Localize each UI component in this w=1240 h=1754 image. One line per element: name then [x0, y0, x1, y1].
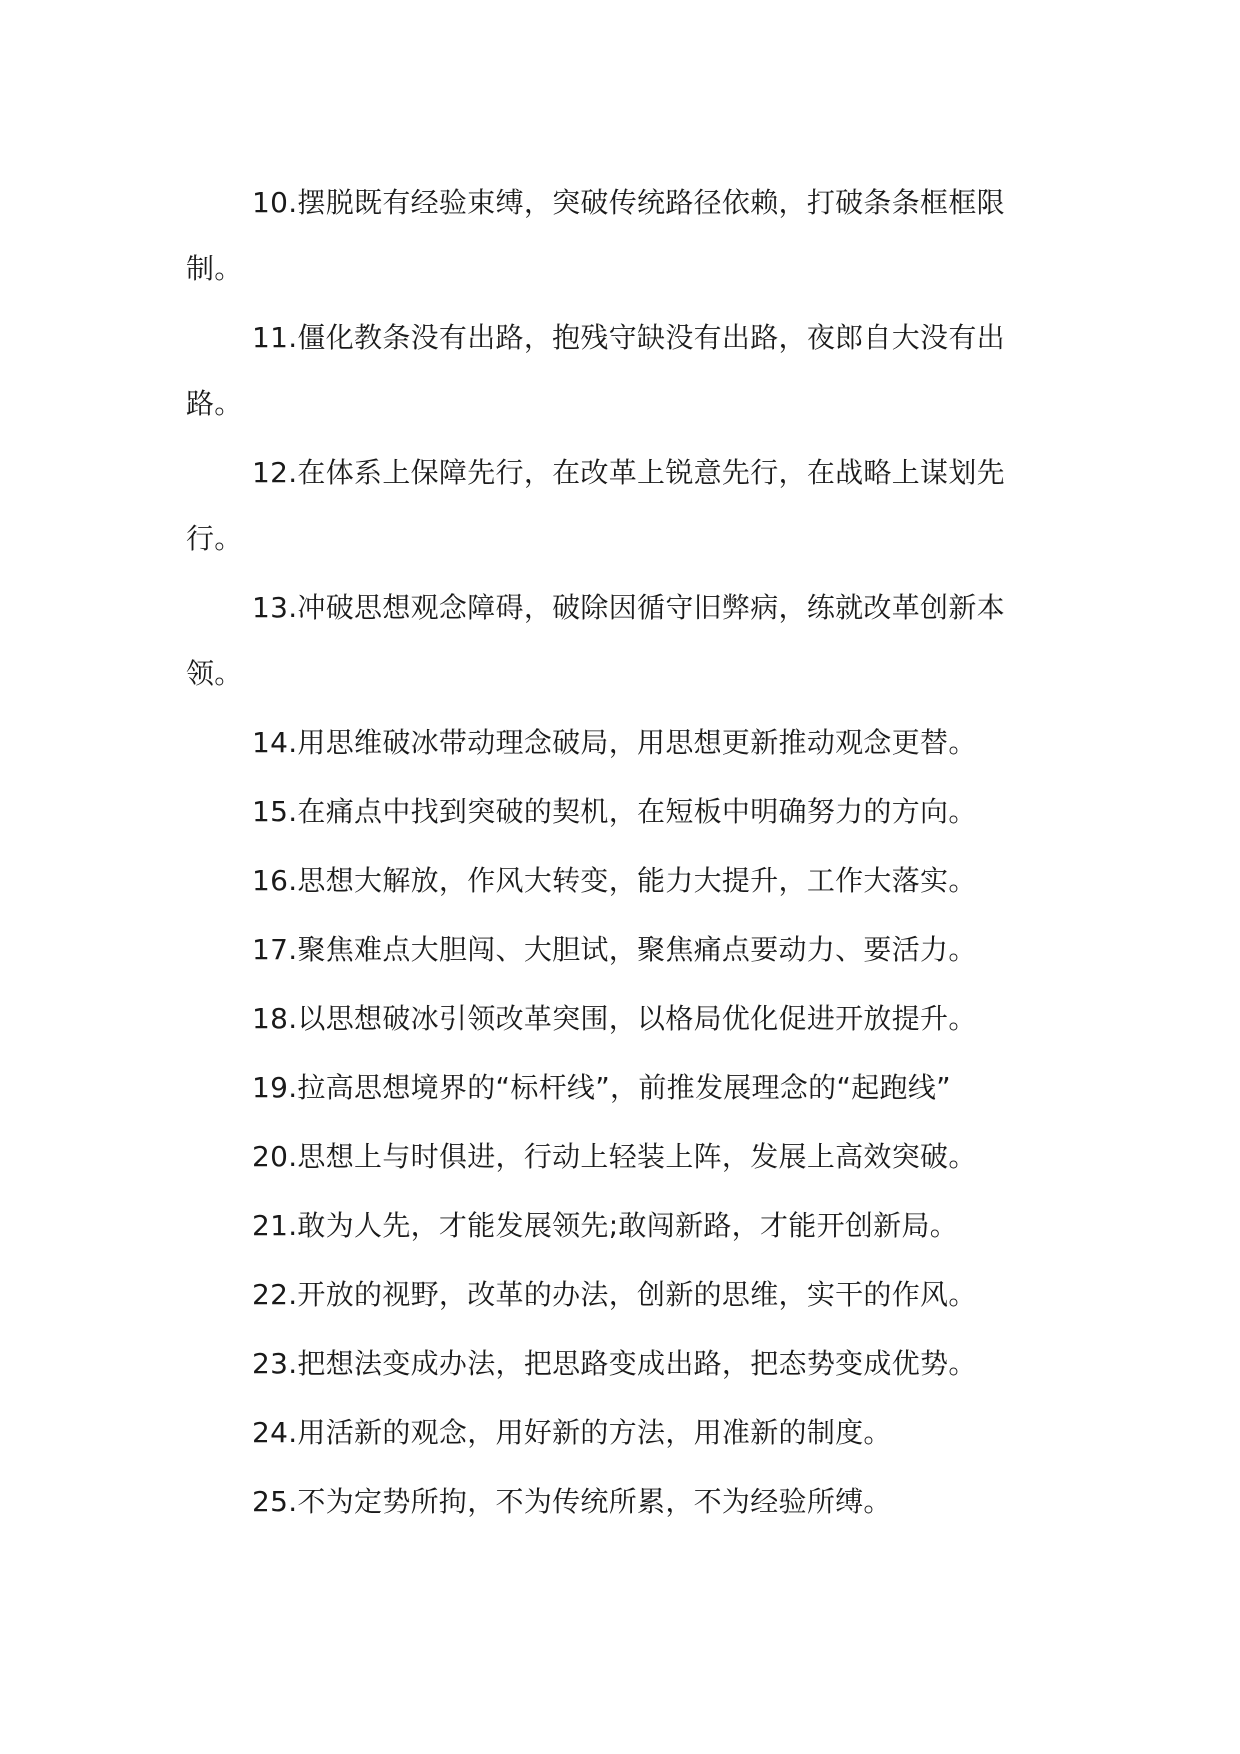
list-item: 21.敢为人先，才能发展领先;敢闯新路，才能开创新局。 — [252, 1209, 959, 1242]
list-item: 14.用思维破冰带动理念破局，用思想更新推动观念更替。 — [252, 726, 977, 759]
list-item: 13.冲破思想观念障碍，破除因循守旧弊病，练就改革创新本领。 — [186, 591, 1005, 690]
list-item: 11.僵化教条没有出路，抱残守缺没有出路，夜郎自大没有出路。 — [186, 321, 1005, 420]
list-item: 25.不为定势所拘，不为传统所累，不为经验所缚。 — [252, 1485, 892, 1518]
list-item: 18.以思想破冰引领改革突围，以格局优化促进开放提升。 — [252, 1002, 977, 1035]
list-item: 15.在痛点中找到突破的契机，在短板中明确努力的方向。 — [252, 795, 977, 828]
list-item: 17.聚焦难点大胆闯、大胆试，聚焦痛点要动力、要活力。 — [252, 933, 977, 966]
list-item: 19.拉高思想境界的“标杆线”，前推发展理念的“起跑线” — [252, 1071, 951, 1104]
list-item: 22.开放的视野，改革的办法，创新的思维，实干的作风。 — [252, 1278, 977, 1311]
list-item: 20.思想上与时俱进，行动上轻装上阵，发展上高效突破。 — [252, 1140, 977, 1173]
list-item: 23.把想法变成办法，把思路变成出路，把态势变成优势。 — [252, 1347, 977, 1380]
list-item: 16.思想大解放，作风大转变，能力大提升，工作大落实。 — [252, 864, 977, 897]
list-item: 10.摆脱既有经验束缚，突破传统路径依赖，打破条条框框限制。 — [186, 186, 1005, 285]
document-body — [186, 170, 1026, 1538]
list-item: 24.用活新的观念，用好新的方法，用准新的制度。 — [252, 1416, 892, 1449]
list-item: 12.在体系上保障先行，在改革上锐意先行，在战略上谋划先行。 — [186, 456, 1005, 555]
